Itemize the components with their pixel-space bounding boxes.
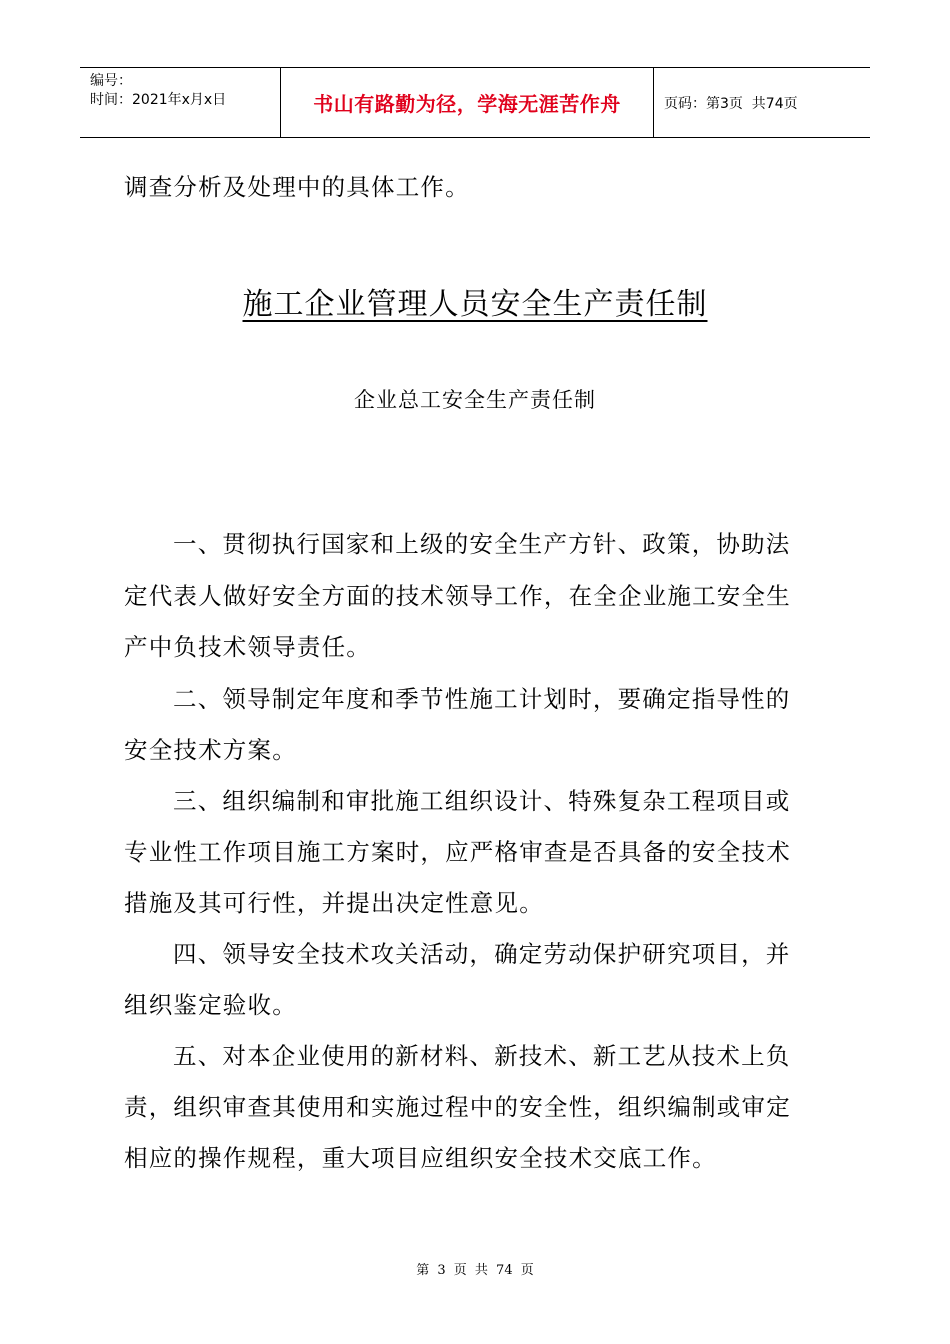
code-label: 编号： [90,73,132,89]
header-meta [80,68,281,137]
document-title [0,279,950,323]
page-footer: 第 3 页 共 74 页 [416,1263,534,1278]
paragraph-line: 安全技术方案。 [124,736,297,764]
paragraph-line: 相应的操作规程，重大项目应组织安全技术交底工作。 [124,1144,717,1172]
paragraph-line: 产中负技术领导责任。 [124,633,371,661]
paragraph-line: 三、组织编制和审批施工组织设计、特殊复杂工程项目或 [173,787,791,815]
header-motto: 书山有路勤为径，学海无涯苦作舟 [281,68,654,137]
header-page-info [654,68,870,137]
paragraph-line: 定代表人做好安全方面的技术领导工作，在全企业施工安全生 [124,582,791,610]
paragraph-line: 措施及其可行性，并提出决定性意见。 [124,889,544,917]
page-info-text: 页码：第3页 共74页 [664,95,798,112]
paragraph-line: 专业性工作项目施工方案时，应严格审查是否具备的安全技术 [124,838,791,866]
paragraph-line: 责，组织审查其使用和实施过程中的安全性，组织编制或审定 [124,1093,791,1121]
paragraph-line: 组织鉴定验收。 [124,991,297,1019]
paragraph-line: 四、领导安全技术攻关活动，确定劳动保护研究项目，并 [173,940,791,968]
time-label: 时间：2021年x月x日 [90,92,227,108]
continuation-text: 调查分析及处理中的具体工作。 [124,173,470,201]
paragraph-line: 五、对本企业使用的新材料、新技术、新工艺从技术上负 [173,1042,791,1070]
section-subtitle: 企业总工安全生产责任制 [354,388,596,412]
document-title-text: 施工企业管理人员安全生产责任制 [242,287,708,322]
paragraph-line: 二、领导制定年度和季节性施工计划时，要确定指导性的 [173,685,791,713]
page-header [80,67,870,138]
paragraph-line: 一、贯彻执行国家和上级的安全生产方针、政策，协助法 [173,530,791,558]
